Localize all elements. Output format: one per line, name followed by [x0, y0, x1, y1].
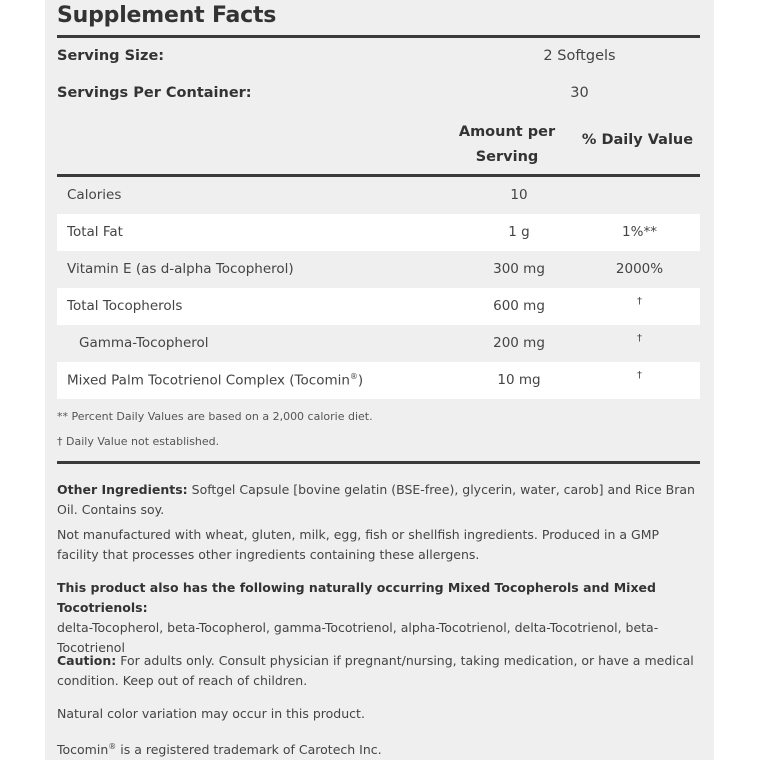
other-ingredients [57, 480, 700, 520]
trademark-note [57, 737, 700, 760]
row-daily-value: 2000% [615, 261, 664, 277]
dagger-footnote: † Daily Value not established. [57, 435, 220, 448]
row-daily-value: 1%** [622, 224, 657, 240]
row-amount: 10 mg [497, 372, 541, 388]
allergen-note: Not manufactured with wheat, gluten, milk, egg, fish or shellfish ingredients. Produced in a GMP facility that processes other ingredients containing these allergens. [57, 527, 660, 562]
supplement-facts-panel [45, 0, 714, 760]
row-daily-value: † [637, 333, 642, 344]
caution-label: Caution: [57, 653, 117, 668]
row-name: Total Tocopherols [67, 298, 183, 314]
table-row [57, 214, 700, 251]
footnote-divider [57, 461, 700, 464]
registered-mark: ® [108, 742, 117, 751]
row-name: Total Fat [67, 224, 123, 240]
table-row [57, 251, 700, 288]
color-variation-note: Natural color variation may occur in this product. [57, 706, 365, 721]
table-row [57, 325, 700, 362]
row-amount: 300 mg [493, 261, 545, 277]
trademark-text: is a registered trademark of Carotech Inc. [116, 742, 382, 758]
amount-header-line2: Serving [475, 149, 539, 165]
row-name: Gamma-Tocopherol [79, 335, 209, 351]
page-title: Supplement Facts [57, 3, 277, 28]
caution-note [57, 651, 700, 691]
percent-daily-value-footnote: ** Percent Daily Values are based on a 2,000 calorie diet. [57, 410, 373, 423]
row-name: Calories [67, 187, 122, 203]
servings-per-container-label: Servings Per Container: [57, 85, 252, 101]
row-name-end: ) [357, 372, 364, 389]
registered-mark: ® [349, 372, 358, 381]
trademark-name: Tocomin [57, 742, 109, 758]
other-ingredients-text: Softgel Capsule [bovine gelatin (BSE-free), glycerin, water, carob] and Rice Bran Oil. Contains soy. [57, 482, 695, 517]
table-row [57, 288, 700, 325]
servings-per-container-value: 30 [570, 85, 589, 101]
row-amount: 200 mg [493, 335, 545, 351]
other-ingredients-label: Other Ingredients: [57, 482, 188, 497]
mixed-tocopherols-label: This product also has the following naturally occurring Mixed Tocopherols and Mixed Tocotrienols: [57, 580, 656, 615]
row-name: Vitamin E (as d-alpha Tocopherol) [67, 261, 294, 277]
amount-per-serving-header [457, 120, 557, 170]
daily-value-header: % Daily Value [581, 132, 694, 148]
serving-size-label: Serving Size: [57, 48, 165, 64]
row-daily-value: † [637, 296, 642, 307]
row-name [67, 372, 363, 389]
row-amount: 10 [510, 187, 528, 203]
row-amount: 600 mg [493, 298, 545, 314]
serving-size-row [57, 38, 700, 75]
table-row [57, 177, 700, 214]
servings-per-container-row [57, 75, 700, 112]
caution-text: For adults only. Consult physician if pregnant/nursing, taking medication, or have a medical condition. Keep out of reach of children. [57, 653, 694, 688]
table-row [57, 362, 700, 399]
row-name-text: Mixed Palm Tocotrienol Complex (Tocomin [67, 372, 350, 389]
mixed-tocopherols-note [57, 578, 700, 658]
row-amount: 1 g [508, 224, 530, 240]
row-daily-value: † [637, 370, 642, 381]
mixed-tocopherols-text: delta-Tocopherol, beta-Tocopherol, gamma-Tocotrienol, alpha-Tocotrienol, delta-Tocotrienol, beta-Tocotrienol [57, 620, 659, 655]
serving-size-value: 2 Softgels [543, 48, 616, 64]
amount-header-line1: Amount per [458, 124, 556, 140]
